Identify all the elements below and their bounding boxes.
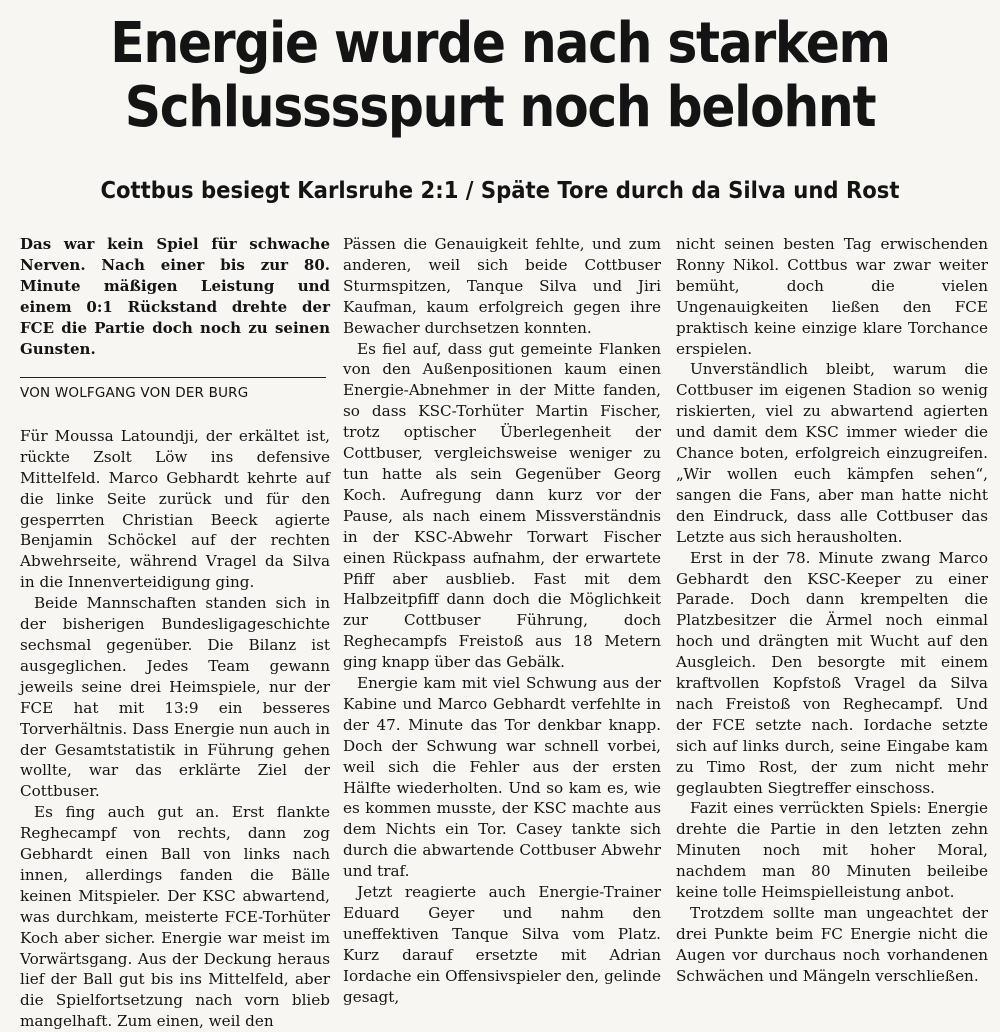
body-paragraph: Beide Mannschaften standen sich in der bisherigen Bundesligageschichte sechsmal gegenüber. Die Bilanz ist ausgeglichen. Jedes Team gewann jeweils seine drei Heimspiele, nur der FCE hat mit 13:9 ein besseres Torverhältnis. Dass Energie nun auch in der Gesamtstatistik in Führung gehen wollte, war das erklärte Ziel der Cottbuser. <box>20 594 330 801</box>
body-paragraph: Es fing auch gut an. Erst flankte Reghecampf von rechts, dann zog Gebhardt einen Ball von links nach innen, allerdings fanden die Bälle keinen Mitspieler. Der KSC abwartend, was durchkam, meisterte FCE-Torhüter Koch aber sicher. Energie war meist im Vorwärtsgang. Aus der Deckung heraus lief der Ball gut bis ins Mittelfeld, aber die Spielfortsetzung nach vorn blieb mangelhaft. Zum einen, weil den <box>20 803 330 1031</box>
body-paragraph: Fazit eines verrückten Spiels: Energie drehte die Partie in den letzten zehn Minuten noch mit hoher Moral, nachdem man 80 Minuten beileibe keine tolle Heimspielleistung anbot. <box>676 799 988 902</box>
subheadline: Cottbus besiegt Karlsruhe 2:1 / Späte Tore durch da Silva und Rost <box>100 178 900 204</box>
body-paragraph: Unverständlich bleibt, warum die Cottbuser im eigenen Stadion so wenig riskierten, viel zu abwartend agierten und damit dem KSC immer wieder die Chance boten, erfolgreich einzugreifen. „Wir wollen euch kämpfen sehen“, sangen die Fans, aber man hatte nicht den Eindruck, dass alle Cottbuser das Letzte aus sich herausholten. <box>676 360 988 546</box>
body-paragraph: Es fiel auf, dass gut gemeinte Flanken von den Außenpositionen kaum einen Energie-Abnehmer in der Mitte fanden, so dass KSC-Torhüter Martin Fischer, trotz optischer Überlegenheit der Cottbuser, vergleichsweise weniger zu tun hatte als sein Gegenüber Georg Koch. Aufregung dann kurz vor der Pause, als nach einem Missverständnis in der KSC-Abwehr Torwart Fischer einen Rückpass aufnahm, der erwartete Pfiff aber ausblieb. Fast mit dem Halbzeitpfiff dann doch die Möglichkeit zur Cottbuser Führung, doch Reghecampfs Freistoß aus 18 Metern ging knapp über das Gebälk. <box>343 339 661 672</box>
text-column-1 <box>20 234 330 1032</box>
byline: VON WOLFGANG VON DER BURG <box>20 377 326 404</box>
headline-line-2: Schlusssspurt noch belohnt <box>124 75 876 140</box>
body-paragraph: Jetzt reagierte auch Energie-Trainer Eduard Geyer und nahm den uneffektiven Tanque Silva vom Platz. Kurz darauf ersetzte mit Adrian Iordache ein Offensivspieler den, gelinde gesagt, <box>343 883 661 1006</box>
body-paragraph: Energie kam mit viel Schwung aus der Kabine und Marco Gebhardt verfehlte in der 47. Minute das Tor denkbar knapp. Doch der Schwung war schnell vorbei, weil sich die Fehler aus der ersten Hälfte wiederholten. Und so kam es, wie es kommen musste, der KSC machte aus dem Nichts ein Tor. Casey tankte sich durch die abwartende Cottbuser Abwehr und traf. <box>343 674 661 881</box>
body-paragraph: Trotzdem sollte man ungeachtet der drei Punkte beim FC Energie nicht die Augen vor durchaus noch vorhandenen Schwächen und Mängeln verschließen. <box>676 904 988 985</box>
body-paragraph: Erst in der 78. Minute zwang Marco Gebhardt den KSC-Keeper zu einer Parade. Doch dann krempelten die Platzbesitzer die Ärmel noch einmal hoch und drängten mit Wucht auf den Ausgleich. Den besorgte mit einem kraftvollen Kopfstoß Vragel da Silva nach Freistoß von Reghecampf. Und der FCE setzte nach. Iordache setzte sich auf links durch, seine Eingabe kam zu Timo Rost, der zum nicht mehr geglaubten Siegtreffer einschoss. <box>676 548 988 797</box>
headline <box>50 12 950 140</box>
text-column-2 <box>343 234 661 1008</box>
body-paragraph: Pässen die Genauigkeit fehlte, und zum anderen, weil sich beide Cottbuser Sturmspitzen, Tanque Silva und Jiri Kaufman, kaum erfolgreich gegen ihre Bewacher durchsetzen konnten. <box>343 235 661 337</box>
lead-paragraph: Das war kein Spiel für schwache Nerven. Nach einer bis zur 80. Minute mäßigen Leistung und einem 0:1 Rückstand drehte der FCE die Partie doch noch zu seinen Gunsten. <box>20 235 330 358</box>
body-paragraph: Für Moussa Latoundji, der erkältet ist, rückte Zsolt Löw ins defensive Mittelfeld. Marco Gebhardt kehrte auf die linke Seite zurück und für den gesperrten Christian Beeck agierte Benjamin Schöckel auf der rechten Abwehrseite, während Vragel da Silva in die Innenverteidigung ging. <box>20 426 330 592</box>
headline-line-1: Energie wurde nach starkem <box>110 11 890 76</box>
text-column-3 <box>676 234 988 987</box>
body-paragraph: nicht seinen besten Tag erwischenden Ronny Nikol. Cottbus war zwar weiter bemüht, doch die vielen Ungenauigkeiten ließen den FCE praktisch keine einzige klare Torchance erspielen. <box>676 235 988 358</box>
